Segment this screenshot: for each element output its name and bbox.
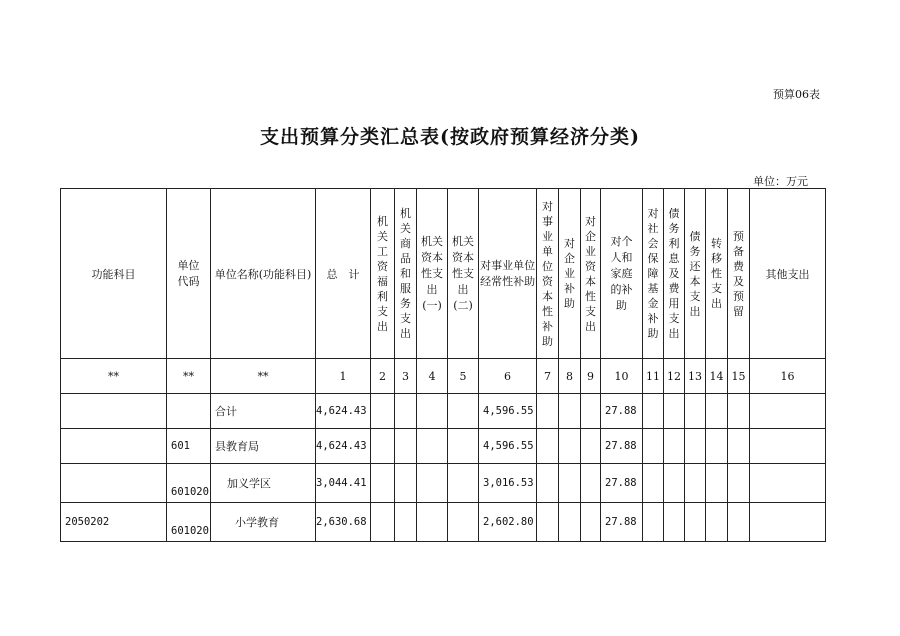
func-cell (61, 429, 167, 464)
index-cell: 11 (643, 359, 664, 394)
index-cell: 9 (581, 359, 601, 394)
header-c6: 对事业单位经常性补助 (479, 189, 537, 359)
header-c13: 债务还本支出 (685, 189, 706, 359)
index-cell: 8 (559, 359, 581, 394)
unit-label: 单位：万元 (753, 175, 808, 188)
budget-table (60, 188, 826, 542)
name-cell: 县教育局 (211, 429, 316, 464)
header-unit-name: 单位名称(功能科目) (211, 189, 316, 359)
c6-cell: 4,596.55 (479, 429, 537, 464)
c6-cell: 3,016.53 (479, 464, 537, 503)
header-c5: 机关资本性支出(二) (448, 189, 479, 359)
index-cell: 14 (706, 359, 728, 394)
header-c8: 对企业补助 (559, 189, 581, 359)
index-cell: 1 (316, 359, 371, 394)
header-c14: 转移性支出 (706, 189, 728, 359)
c6-cell: 4,596.55 (479, 394, 537, 429)
index-cell: 4 (417, 359, 448, 394)
code-cell (167, 394, 211, 429)
code-cell: 601 (167, 429, 211, 464)
table-row (61, 464, 826, 503)
header-c16: 其他支出 (750, 189, 826, 359)
func-cell: 2050202 (61, 503, 167, 542)
page-title: 支出预算分类汇总表(按政府预算经济分类) (260, 126, 640, 148)
header-c4: 机关资本性支出(一) (417, 189, 448, 359)
header-c3: 机关商品和服务支出 (395, 189, 417, 359)
index-cell: 7 (537, 359, 559, 394)
header-c15: 预备费及预留 (728, 189, 750, 359)
index-cell: 6 (479, 359, 537, 394)
header-c7: 对事业单位资本性补助 (537, 189, 559, 359)
table-row (61, 394, 826, 429)
index-cell: 12 (664, 359, 685, 394)
c6-cell: 2,602.80 (479, 503, 537, 542)
index-cell: ** (61, 359, 167, 394)
index-cell: 16 (750, 359, 826, 394)
header-unit-code: 单位代码 (167, 189, 211, 359)
index-cell: 3 (395, 359, 417, 394)
header-c12: 债务利息及费用支出 (664, 189, 685, 359)
index-cell: ** (211, 359, 316, 394)
code-cell: 601020 (167, 503, 211, 542)
code-cell: 601020 (167, 464, 211, 503)
total-cell: 2,630.68 (316, 503, 371, 542)
table-row (61, 503, 826, 542)
index-cell: 10 (601, 359, 643, 394)
header-c2: 机关工资福利支出 (371, 189, 395, 359)
header-total: 总 计 (316, 189, 371, 359)
total-cell: 4,624.43 (316, 394, 371, 429)
header-c10: 对个人和家庭的补助 (601, 189, 643, 359)
index-cell: 2 (371, 359, 395, 394)
func-cell (61, 464, 167, 503)
c10-cell: 27.88 (601, 429, 643, 464)
name-cell: 加义学区 (211, 464, 316, 503)
c10-cell: 27.88 (601, 394, 643, 429)
index-cell: 13 (685, 359, 706, 394)
name-cell: 合计 (211, 394, 316, 429)
c10-cell: 27.88 (601, 503, 643, 542)
index-cell: 15 (728, 359, 750, 394)
form-number: 预算06表 (773, 88, 820, 101)
header-row (61, 189, 826, 359)
index-cell: 5 (448, 359, 479, 394)
header-func-subject: 功能科目 (61, 189, 167, 359)
table-row (61, 429, 826, 464)
total-cell: 4,624.43 (316, 429, 371, 464)
name-cell: 小学教育 (211, 503, 316, 542)
c10-cell: 27.88 (601, 464, 643, 503)
index-row (61, 359, 826, 394)
header-c9: 对企业资本性支出 (581, 189, 601, 359)
index-cell: ** (167, 359, 211, 394)
total-cell: 3,044.41 (316, 464, 371, 503)
header-c11: 对社会保障基金补助 (643, 189, 664, 359)
func-cell (61, 394, 167, 429)
